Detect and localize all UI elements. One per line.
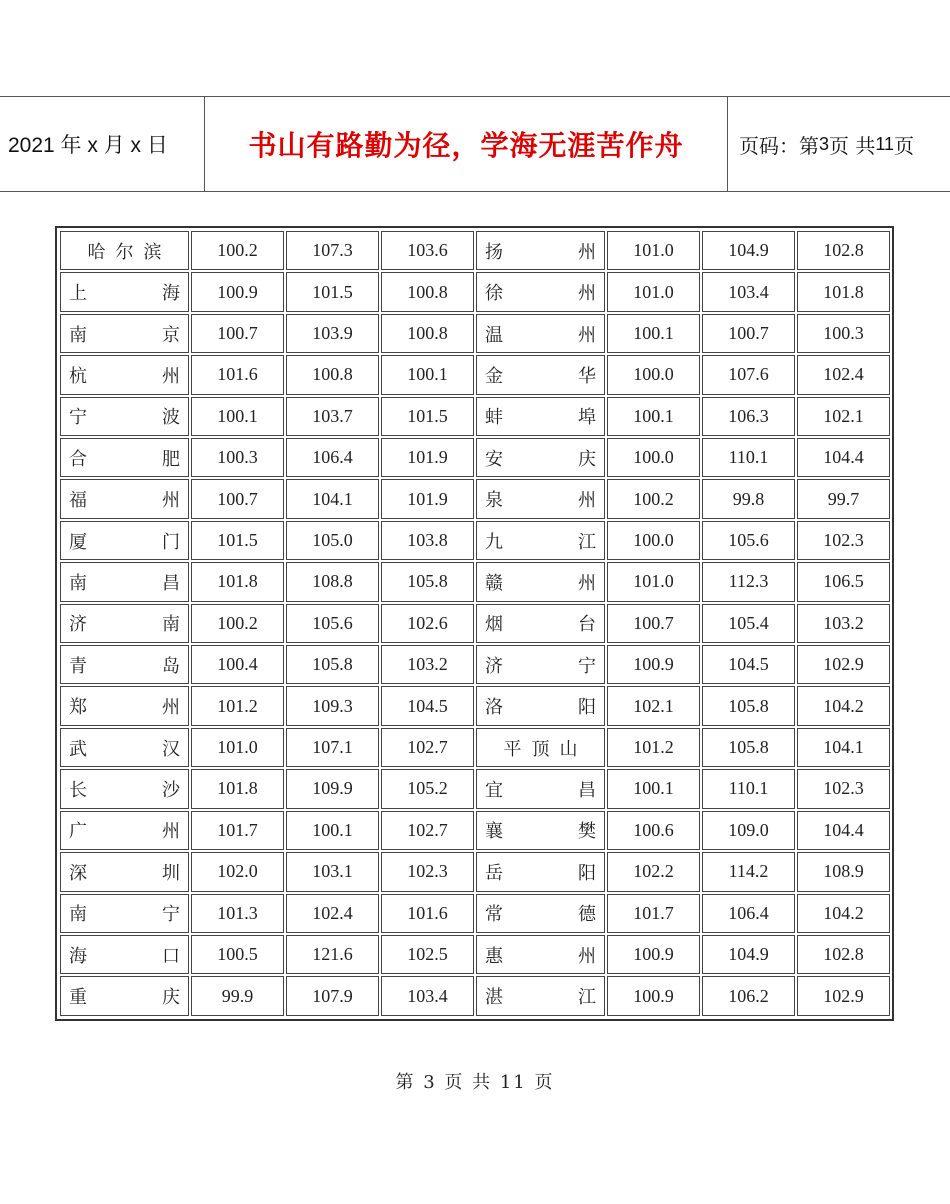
city-cell: 金 华 (476, 355, 605, 394)
city-cell: 扬 州 (476, 231, 605, 270)
table-row (60, 562, 890, 601)
value-cell: 106.4 (286, 438, 379, 477)
value-cell: 100.9 (607, 935, 700, 974)
value-cell: 105.6 (702, 521, 795, 560)
value-cell: 102.8 (797, 231, 890, 270)
value-cell: 105.4 (702, 604, 795, 643)
value-cell: 101.2 (191, 686, 284, 725)
table-row (60, 231, 890, 270)
city-cell: 济 南 (60, 604, 189, 643)
city-cell: 南 京 (60, 314, 189, 353)
value-cell: 100.8 (381, 272, 474, 311)
page-mid: 页 共 (829, 133, 876, 158)
city-cell: 郑 州 (60, 686, 189, 725)
value-cell: 103.6 (381, 231, 474, 270)
value-cell: 100.3 (191, 438, 284, 477)
value-cell: 110.1 (702, 769, 795, 808)
value-cell: 104.5 (381, 686, 474, 725)
value-cell: 100.2 (191, 604, 284, 643)
city-cell: 济 宁 (476, 645, 605, 684)
city-cell: 深 圳 (60, 852, 189, 891)
city-cell: 厦 门 (60, 521, 189, 560)
value-cell: 101.5 (286, 272, 379, 311)
value-cell: 104.4 (797, 438, 890, 477)
page-total: 11 (875, 133, 895, 154)
value-cell: 102.0 (191, 852, 284, 891)
value-cell: 102.4 (797, 355, 890, 394)
value-cell: 103.4 (702, 272, 795, 311)
value-cell: 100.3 (797, 314, 890, 353)
value-cell: 101.3 (191, 894, 284, 933)
value-cell: 102.1 (607, 686, 700, 725)
value-cell: 107.9 (286, 976, 379, 1016)
city-cell: 广 州 (60, 811, 189, 850)
value-cell: 102.6 (381, 604, 474, 643)
value-cell: 102.1 (797, 397, 890, 436)
value-cell: 104.9 (702, 935, 795, 974)
city-cell: 温 州 (476, 314, 605, 353)
value-cell: 100.2 (191, 231, 284, 270)
value-cell: 101.0 (191, 728, 284, 767)
value-cell: 103.7 (286, 397, 379, 436)
value-cell: 100.9 (607, 976, 700, 1016)
city-cell: 泉 州 (476, 479, 605, 518)
value-cell: 104.1 (286, 479, 379, 518)
value-cell: 101.6 (381, 894, 474, 933)
value-cell: 109.0 (702, 811, 795, 850)
value-cell: 101.0 (607, 272, 700, 311)
value-cell: 101.7 (191, 811, 284, 850)
value-cell: 107.6 (702, 355, 795, 394)
value-cell: 100.1 (191, 397, 284, 436)
value-cell: 104.2 (797, 894, 890, 933)
page-current: 3 (819, 133, 830, 154)
table-row (60, 479, 890, 518)
city-cell: 合 肥 (60, 438, 189, 477)
city-cell: 烟 台 (476, 604, 605, 643)
table-row (60, 438, 890, 477)
table-row (60, 604, 890, 643)
value-cell: 101.7 (607, 894, 700, 933)
city-cell: 哈 尔 滨 (60, 231, 189, 270)
table-row (60, 728, 890, 767)
value-cell: 103.2 (797, 604, 890, 643)
table-row (60, 686, 890, 725)
city-cell: 岳 阳 (476, 852, 605, 891)
city-cell: 赣 州 (476, 562, 605, 601)
value-cell: 109.9 (286, 769, 379, 808)
table-row (60, 521, 890, 560)
city-cell: 徐 州 (476, 272, 605, 311)
value-cell: 105.8 (286, 645, 379, 684)
value-cell: 100.8 (286, 355, 379, 394)
table-row (60, 355, 890, 394)
value-cell: 99.9 (191, 976, 284, 1016)
value-cell: 101.0 (607, 231, 700, 270)
value-cell: 100.0 (607, 521, 700, 560)
value-cell: 103.8 (381, 521, 474, 560)
value-cell: 99.8 (702, 479, 795, 518)
value-cell: 104.2 (797, 686, 890, 725)
city-cell: 洛 阳 (476, 686, 605, 725)
value-cell: 105.0 (286, 521, 379, 560)
value-cell: 105.2 (381, 769, 474, 808)
value-cell: 102.7 (381, 728, 474, 767)
table-row (60, 645, 890, 684)
value-cell: 102.3 (797, 521, 890, 560)
value-cell: 105.8 (702, 686, 795, 725)
value-cell: 105.8 (381, 562, 474, 601)
value-cell: 100.7 (607, 604, 700, 643)
table-row (60, 769, 890, 808)
value-cell: 101.2 (607, 728, 700, 767)
value-cell: 102.5 (381, 935, 474, 974)
value-cell: 100.1 (607, 769, 700, 808)
value-cell: 100.0 (607, 438, 700, 477)
city-cell: 宁 波 (60, 397, 189, 436)
city-cell: 九 江 (476, 521, 605, 560)
value-cell: 101.6 (191, 355, 284, 394)
value-cell: 104.4 (797, 811, 890, 850)
city-cell: 长 沙 (60, 769, 189, 808)
value-cell: 102.7 (381, 811, 474, 850)
value-cell: 107.3 (286, 231, 379, 270)
value-cell: 103.2 (381, 645, 474, 684)
value-cell: 100.2 (607, 479, 700, 518)
value-cell: 121.6 (286, 935, 379, 974)
city-cell: 福 州 (60, 479, 189, 518)
value-cell: 110.1 (702, 438, 795, 477)
value-cell: 106.4 (702, 894, 795, 933)
value-cell: 114.2 (702, 852, 795, 891)
header-motto: 书山有路勤为径，学海无涯苦作舟 (204, 97, 728, 191)
value-cell: 101.8 (191, 562, 284, 601)
value-cell: 100.6 (607, 811, 700, 850)
table-row (60, 976, 890, 1016)
page-prefix: 页码：第 (739, 133, 819, 158)
header-date: 2021 年 x 月 x 日 (8, 134, 168, 157)
value-cell: 101.0 (607, 562, 700, 601)
price-index-table (55, 226, 894, 1021)
value-cell: 109.3 (286, 686, 379, 725)
value-cell: 100.1 (607, 397, 700, 436)
city-cell: 南 宁 (60, 894, 189, 933)
value-cell: 100.1 (381, 355, 474, 394)
value-cell: 105.8 (702, 728, 795, 767)
city-cell: 惠 州 (476, 935, 605, 974)
city-cell: 武 汉 (60, 728, 189, 767)
city-cell: 宜 昌 (476, 769, 605, 808)
value-cell: 102.9 (797, 645, 890, 684)
table-row (60, 935, 890, 974)
value-cell: 102.9 (797, 976, 890, 1016)
value-cell: 100.7 (702, 314, 795, 353)
table-row (60, 314, 890, 353)
value-cell: 100.5 (191, 935, 284, 974)
value-cell: 100.0 (607, 355, 700, 394)
value-cell: 104.9 (702, 231, 795, 270)
value-cell: 100.9 (191, 272, 284, 311)
table-row (60, 272, 890, 311)
table-row (60, 397, 890, 436)
value-cell: 102.4 (286, 894, 379, 933)
page-header (0, 96, 950, 192)
header-page-number (739, 97, 950, 191)
value-cell: 104.5 (702, 645, 795, 684)
value-cell: 102.8 (797, 935, 890, 974)
city-cell: 襄 樊 (476, 811, 605, 850)
city-cell: 杭 州 (60, 355, 189, 394)
value-cell: 100.8 (381, 314, 474, 353)
value-cell: 106.5 (797, 562, 890, 601)
value-cell: 105.6 (286, 604, 379, 643)
value-cell: 101.5 (191, 521, 284, 560)
value-cell: 101.8 (191, 769, 284, 808)
city-cell: 海 口 (60, 935, 189, 974)
page-suffix: 页 (894, 133, 915, 158)
value-cell: 100.1 (286, 811, 379, 850)
value-cell: 101.9 (381, 438, 474, 477)
value-cell: 103.1 (286, 852, 379, 891)
value-cell: 107.1 (286, 728, 379, 767)
value-cell: 101.5 (381, 397, 474, 436)
value-cell: 100.7 (191, 314, 284, 353)
value-cell: 102.2 (607, 852, 700, 891)
value-cell: 100.7 (191, 479, 284, 518)
city-cell: 蚌 埠 (476, 397, 605, 436)
value-cell: 102.3 (797, 769, 890, 808)
table-body (60, 231, 890, 1016)
value-cell: 108.9 (797, 852, 890, 891)
value-cell: 108.8 (286, 562, 379, 601)
value-cell: 104.1 (797, 728, 890, 767)
city-cell: 安 庆 (476, 438, 605, 477)
city-cell: 上 海 (60, 272, 189, 311)
city-cell: 平 顶 山 (476, 728, 605, 767)
value-cell: 112.3 (702, 562, 795, 601)
city-cell: 湛 江 (476, 976, 605, 1016)
value-cell: 100.9 (607, 645, 700, 684)
table-row (60, 852, 890, 891)
city-cell: 青 岛 (60, 645, 189, 684)
city-cell: 常 德 (476, 894, 605, 933)
value-cell: 106.2 (702, 976, 795, 1016)
value-cell: 99.7 (797, 479, 890, 518)
city-cell: 重 庆 (60, 976, 189, 1016)
value-cell: 102.3 (381, 852, 474, 891)
value-cell: 100.1 (607, 314, 700, 353)
table-row (60, 894, 890, 933)
table-row (60, 811, 890, 850)
city-cell: 南 昌 (60, 562, 189, 601)
value-cell: 106.3 (702, 397, 795, 436)
page-footer: 第 3 页 共 11 页 (395, 1072, 555, 1093)
value-cell: 100.4 (191, 645, 284, 684)
value-cell: 101.9 (381, 479, 474, 518)
value-cell: 101.8 (797, 272, 890, 311)
value-cell: 103.9 (286, 314, 379, 353)
value-cell: 103.4 (381, 976, 474, 1016)
